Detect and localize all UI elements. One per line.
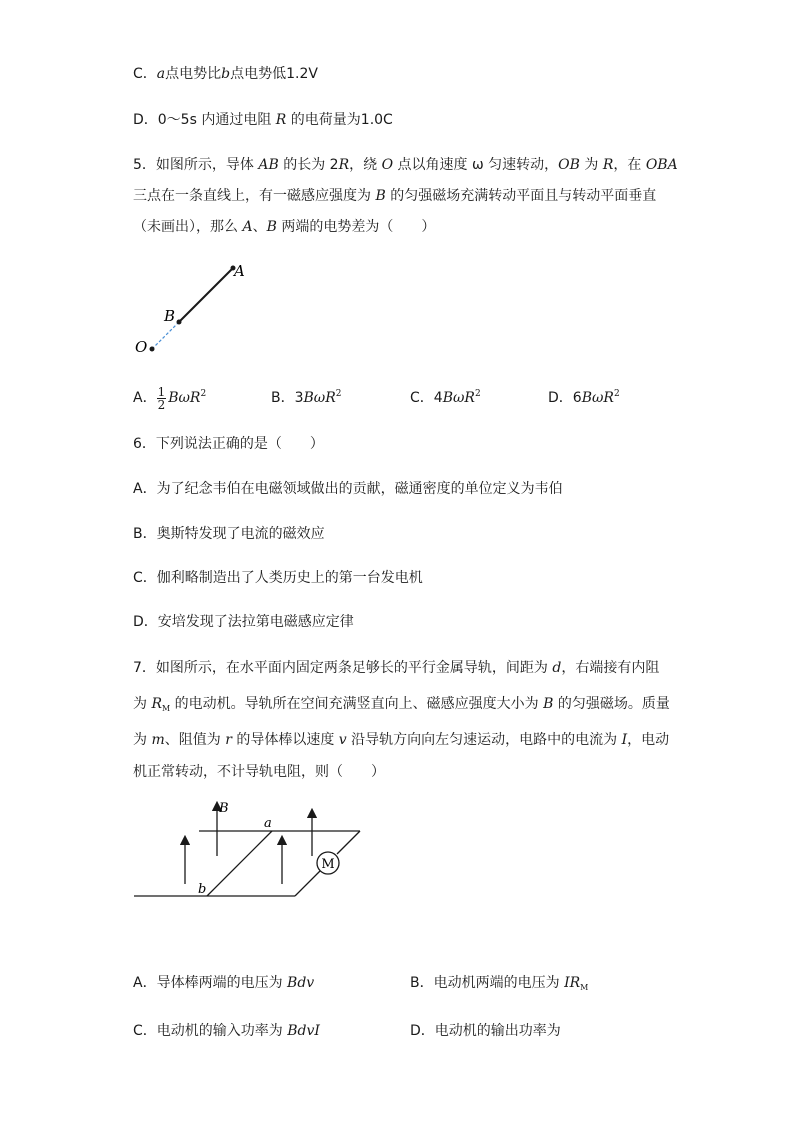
q7-rail-figure [125,798,370,903]
label-a: A [234,262,245,280]
q7-option-c[interactable]: C．电动机的输入功率为 BdvI [133,1023,320,1039]
q7-option-d[interactable]: D．电动机的输出功率为 [410,1023,561,1039]
q5-stem-line3: （未画出），那么 A、B 两端的电势差为（ ） [133,219,436,235]
label-b-field: B [219,801,229,816]
label-b: B [164,307,176,325]
q6-stem: 6．下列说法正确的是（ ） [133,436,324,452]
motor-wire-bottom [295,871,320,896]
q5-stem-line2: 三点在一条直线上，有一磁感应强度为 B 的匀强磁场充满转动平面且与转动平面垂直 [133,188,657,204]
q7-option-a[interactable]: A．导体棒两端的电压为 Bdv [133,975,315,991]
q5-stem-line1: 5．如图所示，导体 AB 的长为 2R，绕 O 点以角速度 ω 匀速转动，OB 为 R，在 OBA [133,157,678,173]
q5-option-a[interactable]: A． $\frac{1}{2}$ BωR$^2$ [133,384,207,412]
segment-ob [152,322,179,349]
q7-option-b[interactable]: B．电动机两端的电压为 $IR_M$ [410,975,589,992]
motor-label: M [321,857,335,872]
q6-option-c[interactable]: C．伽利略制造出了人类历史上的第一台发电机 [133,570,423,586]
motor-wire-top [337,831,360,854]
rod-ab [179,268,233,322]
q6-option-b[interactable]: B．奥斯特发现了电流的磁效应 [133,526,325,542]
label-b-end: b [198,882,207,897]
q7-stem-line2: 为 $R_M$ 的电动机。导轨所在空间充满竖直向上、磁感应强度大小为 B 的匀强磁场。质量 [133,696,670,713]
label-o: O [135,338,148,356]
q7-stem-line3: 为 m、阻值为 r 的导体棒以速度 v 沿导轨方向向左匀速运动，电路中的电流为 I，电动 [133,732,670,748]
q6-option-a[interactable]: A．为了纪念韦伯在电磁领域做出的贡献，磁通密度的单位定义为韦伯 [133,481,563,497]
label-a-end: a [264,816,272,831]
q5-option-b[interactable]: B．3BωR$^2$ [271,389,342,406]
q5-rod-figure [130,258,260,358]
point-b [177,320,182,325]
q7-stem-line1: 7．如图所示，在水平面内固定两条足够长的平行金属导轨，间距为 d，右端接有内阻 [133,660,660,676]
fraction: $\frac{1}{2}$ [157,384,166,412]
q7-stem-line4: 机正常转动，不计导轨电阻，则（ ） [133,764,385,780]
q5-option-c[interactable]: C．4BωR$^2$ [410,389,481,406]
q5-option-d[interactable]: D．6BωR$^2$ [548,389,620,406]
q6-option-d[interactable]: D．安培发现了法拉第电磁感应定律 [133,614,354,630]
q4-option-d: D．0～5s 内通过电阻 R 的电荷量为1.0C [133,112,393,128]
point-o [150,347,155,352]
q4-option-c: C．a点电势比b点电势低1.2V [133,66,318,82]
